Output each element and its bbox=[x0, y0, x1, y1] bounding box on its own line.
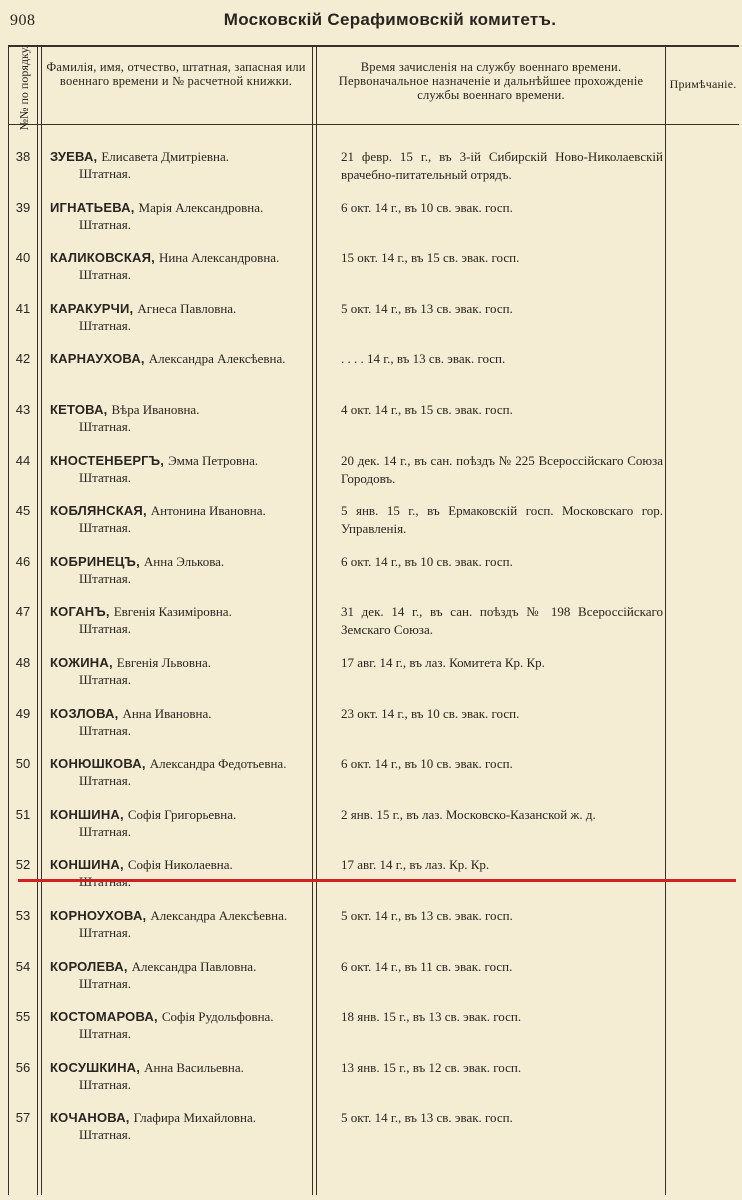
row-surname: ИГНАТЬЕВА, bbox=[50, 199, 135, 215]
row-status: Штатная. bbox=[79, 925, 132, 940]
row-given-name: Глафира Михайловна. bbox=[133, 1110, 256, 1126]
table-row bbox=[9, 603, 739, 651]
column-header-note: Примѣчаніе. bbox=[669, 77, 737, 91]
header-divider bbox=[9, 124, 739, 125]
row-status: Штатная. bbox=[79, 216, 132, 232]
row-surname: КАРНАУХОВА, bbox=[50, 351, 145, 367]
row-surname: ЗУЕВА, bbox=[50, 149, 98, 164]
row-number: 54 bbox=[15, 958, 31, 974]
table-row bbox=[9, 199, 739, 247]
row-number: 43 bbox=[15, 402, 31, 417]
row-status: Штатная. bbox=[79, 975, 132, 991]
row-name bbox=[50, 249, 310, 267]
row-name bbox=[50, 603, 310, 621]
row-surname: КОРНОУХОВА, bbox=[50, 908, 147, 923]
row-status: Штатная. bbox=[79, 672, 132, 687]
row-name bbox=[50, 502, 310, 520]
table-row bbox=[9, 1109, 739, 1157]
row-given-name: Анна Элькова. bbox=[143, 553, 225, 569]
row-status: Штатная. bbox=[79, 1076, 132, 1092]
row-number: 40 bbox=[15, 250, 31, 266]
row-surname: КОСУШКИНА, bbox=[50, 1059, 141, 1075]
row-number: 41 bbox=[15, 300, 31, 316]
row-status: Штатная. bbox=[79, 166, 132, 181]
row-name bbox=[50, 1109, 310, 1127]
row-given-name: Евгенія Львовна. bbox=[116, 655, 211, 670]
row-surname: КОГАНЪ, bbox=[50, 604, 110, 620]
row-status: Штатная. bbox=[79, 570, 132, 586]
row-service: . . . . 14 г., въ 13 св. эвак. госп. bbox=[341, 351, 506, 367]
table-row bbox=[9, 401, 739, 449]
row-number: 56 bbox=[15, 1059, 31, 1075]
row-number: 47 bbox=[15, 604, 31, 620]
row-service: 23 окт. 14 г., въ 10 св. эвак. госп. bbox=[341, 705, 520, 721]
row-number: 49 bbox=[15, 705, 31, 721]
row-status: Штатная. bbox=[79, 520, 132, 536]
row-status: Штатная. bbox=[79, 1127, 132, 1143]
row-surname: КОБЛЯНСКАЯ, bbox=[50, 503, 147, 519]
row-surname: КЕТОВА, bbox=[50, 402, 108, 417]
row-status: Штатная. bbox=[79, 823, 132, 839]
row-name bbox=[50, 654, 310, 672]
row-surname: КНОСТЕНБЕРГЪ, bbox=[50, 452, 165, 468]
row-service: 17 авг. 14 г., въ лаз. Комитета Кр. Кр. bbox=[341, 655, 545, 670]
row-given-name: Евгенія Казиміровна. bbox=[113, 604, 232, 620]
row-surname: КОСТОМАРОВА, bbox=[50, 1009, 158, 1025]
row-number: 52 bbox=[15, 857, 31, 873]
table-row bbox=[9, 1059, 739, 1107]
row-number: 39 bbox=[15, 199, 31, 215]
row-number: 48 bbox=[15, 655, 31, 670]
column-header-number bbox=[11, 45, 37, 131]
table-row bbox=[9, 958, 739, 1006]
row-surname: КАРАКУРЧИ, bbox=[50, 300, 134, 316]
row-number: 57 bbox=[15, 1110, 31, 1126]
table-row bbox=[9, 654, 739, 702]
row-service: 6 окт. 14 г., въ 10 св. эвак. госп. bbox=[341, 756, 513, 772]
row-service: 31 дек. 14 г., въ сан. поѣздъ № 198 Всероссійскаго Земскаго Союза. bbox=[341, 604, 663, 638]
row-status: Штатная. bbox=[79, 317, 132, 333]
row-service: 21 февр. 15 г., въ 3-ій Сибирскій Ново-Николаевскій врачебно-питательный отрядъ. bbox=[341, 149, 663, 182]
row-given-name: Александра Федотьевна. bbox=[149, 756, 287, 772]
register-table bbox=[8, 45, 739, 1195]
table-row bbox=[9, 300, 739, 348]
row-service: 5 окт. 14 г., въ 13 св. эвак. госп. bbox=[341, 300, 513, 316]
table-row bbox=[9, 755, 739, 803]
row-number: 53 bbox=[15, 908, 31, 923]
row-given-name: Анна Васильевна. bbox=[144, 1059, 244, 1075]
row-service: 4 окт. 14 г., въ 15 св. эвак. госп. bbox=[341, 402, 513, 417]
row-name bbox=[50, 401, 310, 419]
row-given-name: Елисавета Дмитріевна. bbox=[101, 149, 230, 164]
row-given-name: Анна Ивановна. bbox=[122, 705, 212, 721]
row-given-name: Марія Александровна. bbox=[138, 199, 264, 215]
row-surname: КОЖИНА, bbox=[50, 655, 113, 670]
red-marker-line bbox=[18, 879, 736, 882]
row-name bbox=[50, 148, 310, 166]
row-given-name: Эмма Петровна. bbox=[168, 452, 259, 468]
row-number: 42 bbox=[15, 351, 31, 367]
page-number: 908 bbox=[10, 12, 36, 29]
table-row bbox=[9, 452, 739, 500]
row-status bbox=[79, 873, 309, 891]
row-service: 5 окт. 14 г., въ 13 св. эвак. госп. bbox=[341, 908, 513, 923]
row-number: 46 bbox=[15, 553, 31, 569]
row-number: 45 bbox=[15, 503, 31, 519]
row-name bbox=[50, 1008, 310, 1026]
column-header-number-label: №№ по порядку. bbox=[17, 45, 31, 131]
row-service: 2 янв. 15 г., въ лаз. Московско-Казанской ж. д. bbox=[341, 806, 596, 822]
row-given-name: Антонина Ивановна. bbox=[150, 503, 266, 519]
row-number: 38 bbox=[15, 149, 31, 164]
table-row bbox=[9, 249, 739, 297]
row-given-name: Софія Григорьевна. bbox=[127, 806, 237, 822]
row-name bbox=[50, 300, 310, 318]
row-given-name: Александра Алексѣевна. bbox=[150, 908, 288, 923]
row-status: Штатная. bbox=[79, 419, 132, 434]
table-row bbox=[9, 148, 739, 196]
row-number: 51 bbox=[15, 806, 31, 822]
row-status: Штатная. bbox=[79, 267, 132, 283]
row-given-name: Софія Рудольфовна. bbox=[161, 1009, 274, 1025]
column-header-name: Фамилія, имя, отчество, штатная, запасная или военнаго времени и № расчетной книжки. bbox=[46, 60, 306, 88]
row-service: 5 янв. 15 г., въ Ермаковскій госп. Московскаго гор. Управленія. bbox=[341, 503, 663, 537]
row-name bbox=[50, 958, 310, 976]
row-service: 17 авг. 14 г., въ лаз. Кр. Кр. bbox=[341, 857, 490, 873]
row-given-name: Александра Алексѣевна. bbox=[148, 351, 286, 367]
row-number: 44 bbox=[15, 452, 31, 468]
row-number: 55 bbox=[15, 1009, 31, 1025]
row-status: Штатная. bbox=[79, 773, 132, 789]
row-given-name: Нина Александровна. bbox=[158, 250, 280, 266]
row-name bbox=[50, 705, 310, 723]
row-status: Штатная. bbox=[79, 469, 132, 485]
row-surname: КАЛИКОВСКАЯ, bbox=[50, 250, 155, 266]
row-surname: КОНШИНА, bbox=[50, 806, 124, 822]
row-name bbox=[50, 755, 310, 773]
row-surname: КОЧАНОВА, bbox=[50, 1110, 130, 1126]
row-surname: КОЗЛОВА, bbox=[50, 705, 119, 721]
row-service: 6 окт. 14 г., въ 11 св. эвак. госп. bbox=[341, 958, 513, 974]
table-row bbox=[9, 907, 739, 955]
row-service: 15 окт. 14 г., въ 15 св. эвак. госп. bbox=[341, 250, 520, 266]
table-row bbox=[9, 553, 739, 601]
row-name bbox=[50, 907, 310, 925]
row-status: Штатная. bbox=[79, 621, 132, 637]
row-surname: КОНЮШКОВА, bbox=[50, 756, 146, 772]
row-service: 13 янв. 15 г., въ 12 св. эвак. госп. bbox=[341, 1059, 522, 1075]
table-row bbox=[9, 502, 739, 550]
page-header bbox=[0, 8, 742, 44]
row-number: 50 bbox=[15, 756, 31, 772]
row-name bbox=[50, 199, 310, 217]
row-given-name: Софія Николаевна. bbox=[127, 857, 233, 873]
table-row bbox=[9, 806, 739, 854]
table-row bbox=[9, 350, 739, 398]
row-service: 6 окт. 14 г., въ 10 св. эвак. госп. bbox=[341, 553, 513, 569]
row-service: 6 окт. 14 г., въ 10 св. эвак. госп. bbox=[341, 199, 513, 215]
row-name bbox=[50, 1059, 310, 1077]
row-surname: КОРОЛЕВА, bbox=[50, 958, 128, 974]
row-name bbox=[50, 806, 310, 824]
row-name bbox=[50, 856, 310, 874]
row-given-name: Александра Павловна. bbox=[131, 958, 257, 974]
row-name bbox=[50, 452, 310, 470]
row-name bbox=[50, 350, 310, 368]
row-service: 5 окт. 14 г., въ 13 св. эвак. госп. bbox=[341, 1110, 513, 1126]
table-row bbox=[9, 1008, 739, 1056]
row-service: 20 дек. 14 г., въ сан. поѣздъ № 225 Всероссійскаго Союза Городовъ. bbox=[341, 452, 663, 486]
row-given-name: Агнеса Павловна. bbox=[137, 300, 237, 316]
row-name bbox=[50, 553, 310, 571]
row-status: Штатная. bbox=[79, 1026, 132, 1042]
row-given-name: Вѣра Ивановна. bbox=[111, 402, 200, 417]
table-row bbox=[9, 705, 739, 753]
page-title: Московскій Серафимовскій комитетъ. bbox=[223, 10, 557, 29]
row-status: Штатная. bbox=[79, 722, 132, 738]
column-header-service: Время зачисленія на службу военнаго времени. Первоначальное назначеніе и дальнѣйшее прохожденіе службы военнаго времени. bbox=[338, 60, 644, 102]
row-surname: КОНШИНА, bbox=[50, 857, 124, 873]
row-service: 18 янв. 15 г., въ 13 св. эвак. госп. bbox=[341, 1009, 522, 1025]
row-surname: КОБРИНЕЦЪ, bbox=[50, 553, 140, 569]
